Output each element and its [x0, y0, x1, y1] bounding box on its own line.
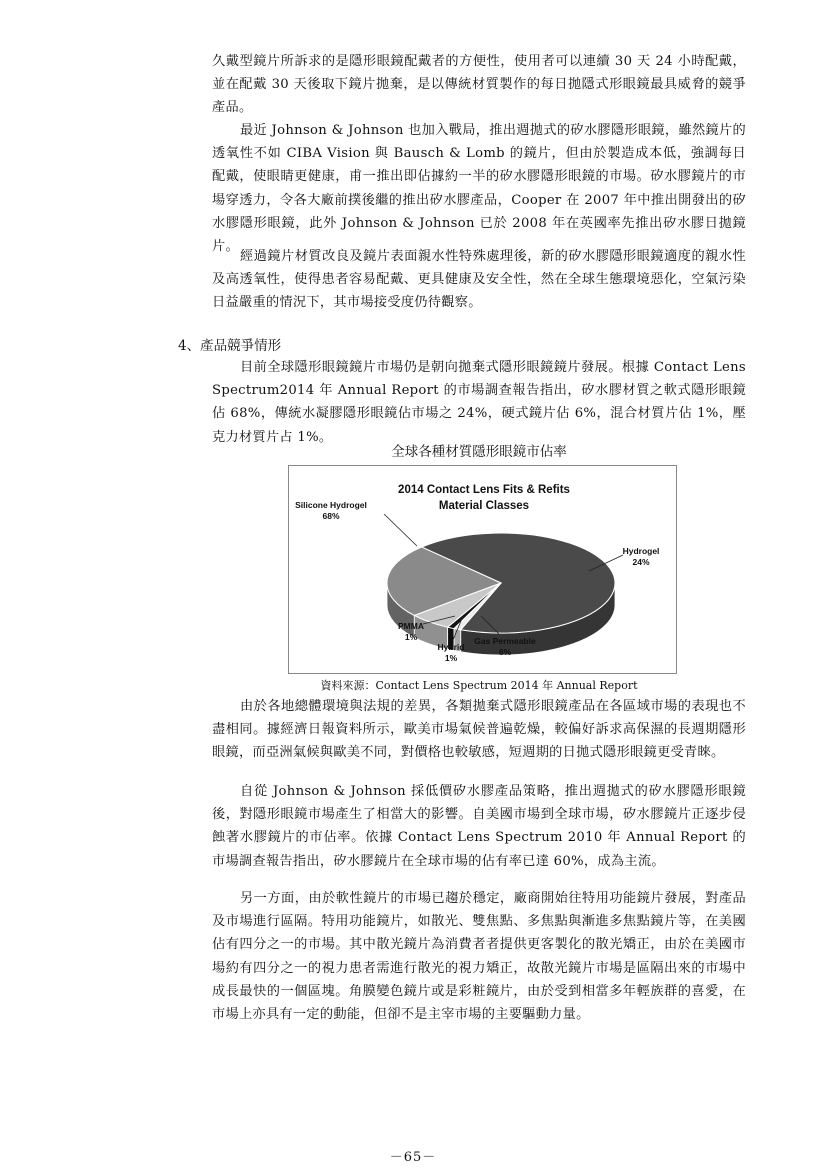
pie-chart [289, 466, 676, 673]
paragraph-johnson-silicone: 最近 Johnson & Johnson 也加入戰局，推出週拋式的矽水膠隱形眼鏡，雖然鏡片的透氧性不如 CIBA Vision 與 Bausch & Lomb 的鏡片，但由於製造成本低，強調每日配戴，使眼睛更健康，甫一推出即佔據約一半的矽水膠隱形眼鏡的市場。矽水膠鏡片的市場穿透力，令各大廠前撲後繼的推出矽水膠產品，Cooper 在 2007 年中推出開發出的矽水膠隱形眼鏡，此外 Johnson & Johnson 已於 2008 年在英國率先推出矽水膠日拋鏡片。 [212, 123, 746, 255]
label-hydrogel: Hydrogel [622, 546, 660, 556]
paragraph-low-price-strategy: 自從 Johnson & Johnson 採低價矽水膠產品策略，推出週拋式的矽水膠隱形眼鏡後，對隱形眼鏡市場產生了相當大的影響。自美國市場到全球市場，矽水膠鏡片正逐步侵蝕著水膠鏡片的市佔率。依據 Contact Lens Spectrum 2010 年 Annual Report 的市場調查報告指出，矽水膠鏡片在全球市場的佔有率已達 60%，成為主流。 [212, 784, 746, 869]
paragraph-extended-wear: 久戴型鏡片所訴求的是隱形眼鏡配戴者的方便性，使用者可以連續 30 天 24 小時配戴，並在配戴 30 天後取下鏡片拋棄，是以傳統材質製作的每日拋隱式形眼鏡最具威脅的競爭產品。 [212, 54, 746, 116]
label-gas-permeable: Gas Permeable [474, 636, 536, 646]
value-label-hybrid: 1% [444, 653, 458, 663]
value-label-hydrogel: 24% [632, 557, 650, 567]
value-label-gas-permeable: 6% [498, 647, 512, 657]
value-label-silicone-hydrogel: 68% [322, 511, 340, 521]
label-hybrid: Hybrid [437, 642, 465, 652]
label-silicone-hydrogel: Silicone Hydrogel [295, 500, 367, 510]
figure-caption: 全球各種材質隱形眼鏡市佔率 [391, 444, 567, 460]
leader-line [384, 514, 417, 546]
paragraph-specialty-lenses: 另一方面，由於軟性鏡片的市場已趨於穩定，廠商開始往特用功能鏡片發展，對產品及市場進行區隔。特用功能鏡片，如散光、雙焦點、多焦點與漸進多焦點鏡片等，在美國佔有四分之一的市場。其中散光鏡片為消費者者提供更客製化的散光矯正，由於在美國市場約有四分之一的視力患者需進行散光的視力矯正，故散光鏡片市場是區隔出來的市場中成長最快的一個區塊。角膜變色鏡片或是彩粧鏡片，由於受到相當多年輕族群的喜愛，在市場上亦具有一定的動能，但卻不是主宰市場的主要驅動力量。 [212, 891, 746, 1023]
chart-title: 2014 Contact Lens Fits & Refits [398, 484, 570, 496]
paragraph-regional-differences: 由於各地總體環境與法規的差異，各類拋棄式隱形眼鏡產品在各區域市場的表現也不盡相同。據經濟日報資料所示，歐美市場氣候普遍乾燥，較偏好訴求高保濕的長週期隱形眼鏡，而亞洲氣候與歐美不同，對價格也較敏感，短週期的日拋式隱形眼鏡更受青睞。 [212, 699, 746, 761]
chart-subtitle: Material Classes [438, 500, 530, 512]
figure-source: 資料來源：Contact Lens Spectrum 2014 年 Annual Report [320, 679, 638, 692]
pie-slices [387, 533, 615, 633]
label-pmma: PMMA [398, 621, 424, 631]
section-heading: 4、產品競爭情形 [178, 338, 282, 354]
value-label-pmma: 1% [404, 632, 418, 642]
paragraph-market-share: 目前全球隱形眼鏡鏡片市場仍是朝向拋棄式隱形眼鏡鏡片發展。根據 Contact Lens Spectrum2014 年 Annual Report 的市場調查報告指出，矽水膠材質之軟式隱形眼鏡佔 68%，傳統水凝膠隱形眼鏡佔市場之 24%，硬式鏡片佔 6%，混合材質片佔 1%，壓克力材質片占 1%。 [212, 360, 746, 445]
pie-chart-figure [288, 465, 677, 674]
page-number: －65－ [389, 1150, 437, 1165]
paragraph-material-improvement: 經過鏡片材質改良及鏡片表面親水性特殊處理後，新的矽水膠隱形眼鏡適度的親水性及高透氧性，使得患者容易配戴、更具健康及安全性，然在全球生態環境惡化，空氣污染日益嚴重的情況下，其市場接受度仍待觀察。 [212, 249, 746, 311]
